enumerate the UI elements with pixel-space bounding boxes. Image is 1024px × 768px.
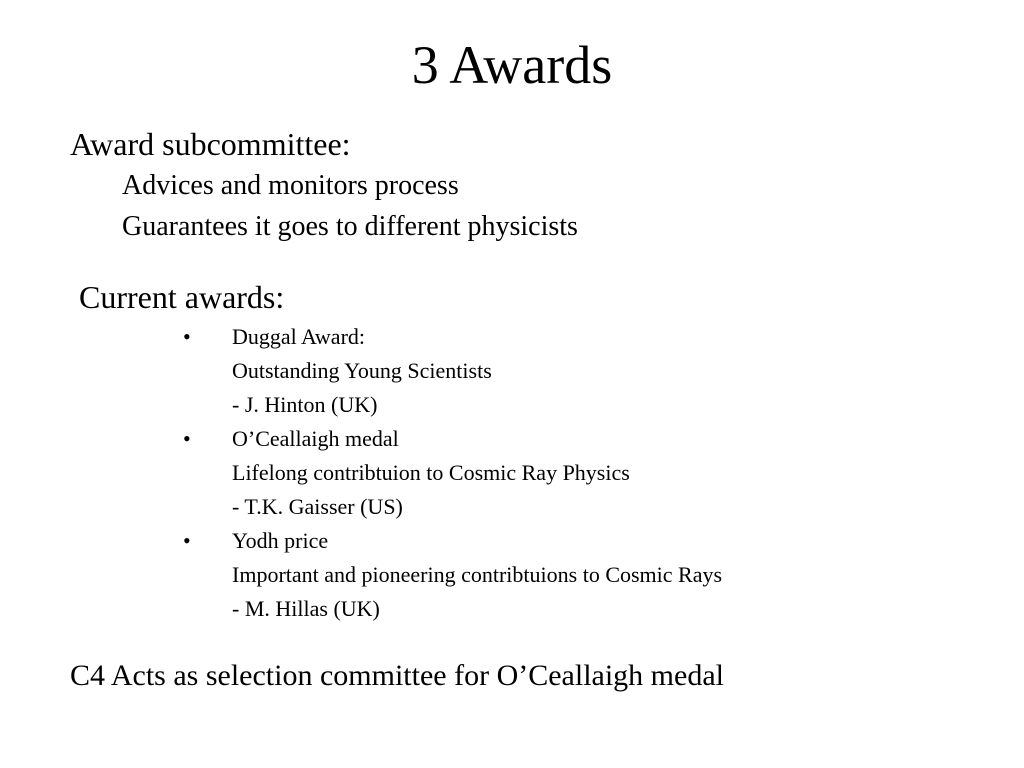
award-name-yodh: Yodh price (232, 528, 329, 553)
award-name-duggal: Duggal Award: (232, 324, 366, 349)
slide-title: 3 Awards (411, 35, 613, 95)
award-recipient-duggal: - J. Hinton (UK) (232, 392, 378, 417)
footer-statement: C4 Acts as selection committee for O’Ceallaigh medal (70, 659, 724, 692)
bullet-icon: • (183, 426, 191, 451)
award-description-duggal: Outstanding Young Scientists (232, 358, 492, 383)
bullet-icon: • (183, 528, 191, 553)
subcommittee-heading: Award subcommittee: (70, 126, 351, 162)
subcommittee-line-advices: Advices and monitors process (122, 170, 459, 201)
award-description-yodh: Important and pioneering contribtuions to Cosmic Rays (232, 562, 723, 587)
current-awards-heading: Current awards: (79, 279, 285, 315)
award-name-oceallaigh: O’Ceallaigh medal (232, 426, 399, 451)
award-recipient-yodh: - M. Hillas (UK) (232, 596, 380, 621)
bullet-icon: • (183, 324, 191, 349)
award-description-oceallaigh: Lifelong contribtuion to Cosmic Ray Physics (232, 460, 630, 485)
award-recipient-oceallaigh: - T.K. Gaisser (US) (232, 494, 403, 519)
subcommittee-line-guarantees: Guarantees it goes to different physicists (122, 211, 578, 242)
